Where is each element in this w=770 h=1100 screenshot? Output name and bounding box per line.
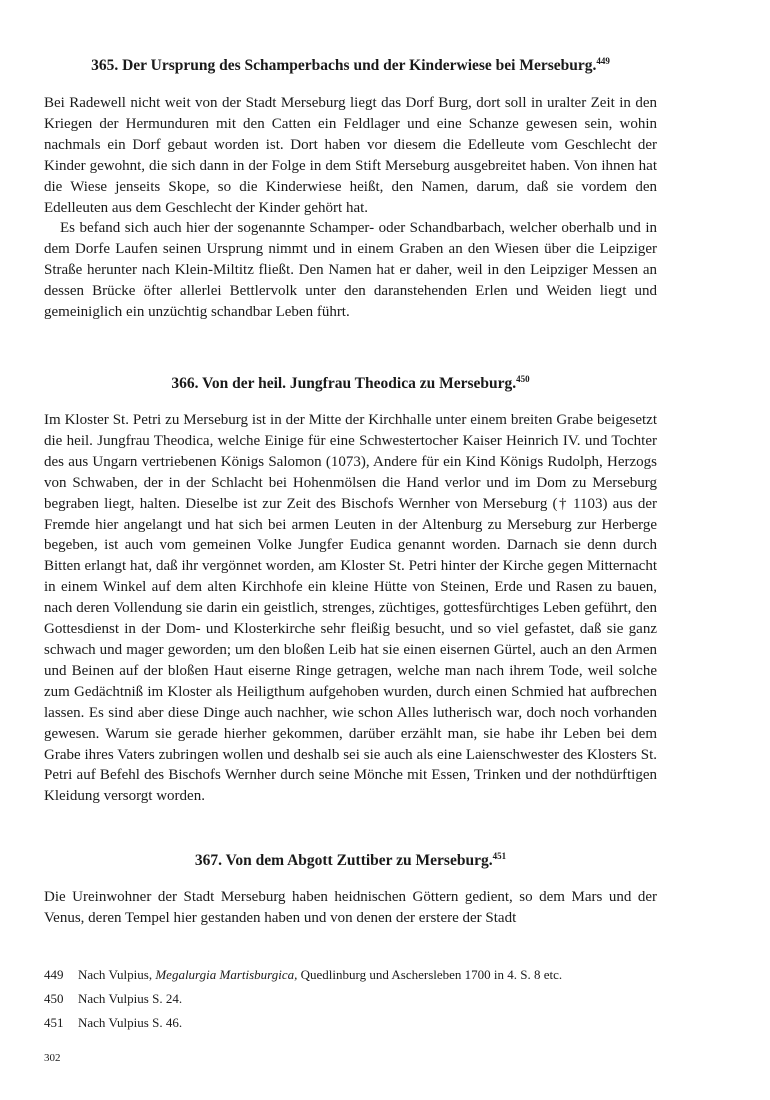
paragraph: Es befand sich auch hier der sogenannte Schamper- oder Schandbarbach, welcher oberhalb und in dem Dorfe Laufen seinen Ursprung nimmt und in einem Graben an den Wiesen über die Leipziger Straße herunter nach Klein-Miltitz fließt. Den Namen hat er daher, weil in den Leipziger Messen an dessen Brücke öfter allerlei Bettlervolk unter den daranstehenden Erlen und Weiden liegt und gemeiniglich ein unzüchtig schandbar Leben führt.	[44, 220, 657, 321]
section-heading: 366. Von der heil. Jungfrau Theodica zu Merseburg.$^{450}$	[171, 374, 530, 392]
page-number: 302	[44, 1052, 61, 1064]
section-heading: 367. Von dem Abgott Zuttiber zu Merseburg.$^{451}$	[194, 851, 507, 869]
footnote-ref[interactable]: 449	[596, 56, 610, 66]
footnote-450: 450 Nach Vulpius S. 24.	[44, 991, 183, 1006]
section-365-text	[44, 93, 657, 323]
footnote-451: 451 Nach Vulpius S. 46.	[44, 1015, 183, 1030]
section-366	[44, 374, 657, 394]
footnote-ref[interactable]: 450	[516, 374, 530, 384]
section-heading: 365. Der Ursprung des Schamperbachs und der Kinderwiese bei Merseburg.$^{449}$	[91, 56, 610, 74]
paragraph: Im Kloster St. Petri zu Merseburg ist in der Mitte der Kirchhalle unter einem breiten Grabe beigesetzt die heil. Jungfrau Theodica, welche Einige für eine Schwestertocher Kaiser Heinrich IV. und Tochter des aus Ungarn vertriebenen Königs Salomon (1073), Andere für ein Kind Königs Rudolph, Herzogs von Schwaben, der in der Schlacht bei Hohenmölsen die Hand verlor und im Dom zu Merseburg begraben liegt, halten. Dieselbe ist zur Zeit des Bischofs Wernher von Merseburg († 1103) aus der Fremde hier angelangt und hat sich bei armen Leuten in der Altenburg zu Merseburg zur Herberge begeben, ist auch vom gemeinen Volke Jungfer Eudica genannt worden. Darnach sie denn durch Bitten erlangt hat, daß ihr vergönnet worden, am Kloster St. Petri hinter der Kirche gegen Mitternacht in einem Winkel auf dem alten Kirchhofe ein kleine Hütte von Steinen, Erde und Rasen zu bauen, nach deren Vollendung sie darin ein geistlich, strenges, züchtiges, gottesfürchtiges Leben geführt, den Gottesdienst in der Dom- und Klosterkirche sehr fleißig besucht, und so viel gefastet, daß sie ganz schwach und mager geworden; um den bloßen Leib hat sie einen eisernen Gürtel, auch an den Armen und Beinen auf der bloßen Haut eiserne Ringe getragen, welche man nach ihrem Tode, weil solche zum Gedächtniß im Kloster als Heiligthum aufgehoben wurden, durch einen Schmied hat aufbrechen lassen. Es sind aber diese Dinge auch nachher, wie schon Alles lutherisch war, doch noch vorhanden gewesen. Warum sie gerade hierher gekommen, darüber erzählt man, sie habe ihr Leben bei dem Grabe ihres Vaters zubringen wollen und deshalb sei sie auch als eine Laienschwester des Klosters St. Petri auf Befehl des Bischofs Wernher durch seine Mönche mit Essen, Trinken und der nothdürftigen Kleidung versorgt worden.	[44, 412, 657, 805]
footnote-449: 449 Nach Vulpius, Megalurgia Martisburgica, Quedlinburg und Aschersleben 1700 in 4. S. 8 etc.	[44, 967, 563, 982]
footnote-ref[interactable]: 451	[492, 851, 507, 861]
section-365	[44, 56, 657, 76]
paragraph: Die Ureinwohner der Stadt Merseburg haben heidnischen Göttern gedient, so dem Mars und der Venus, deren Tempel hier gestanden haben und von denen der erstere der Stadt	[44, 889, 657, 926]
section-367	[44, 851, 657, 871]
section-367-text	[44, 887, 657, 929]
paragraph: Bei Radewell nicht weit von der Stadt Merseburg liegt das Dorf Burg, dort soll in uralter Zeit in den Kriegen der Hermunduren mit den Catten ein Feldlager und eine Schanze gewesen sein, wohin nachmals ein Dorf gebaut worden ist. Dort haben vor diesem die Edelleute vom Geschlecht der Kinder gewohnt, die sich dann in der Folge in dem Stift Merseburg ausgebreitet haben. Von ihnen hat die Wiese jenseits Skope, so die Kinderwiese heißt, den Namen, darum, daß sie vordem den Edelleuten aus dem Geschlecht der Kinder gehört hat.	[44, 95, 657, 216]
section-366-text	[44, 410, 657, 807]
